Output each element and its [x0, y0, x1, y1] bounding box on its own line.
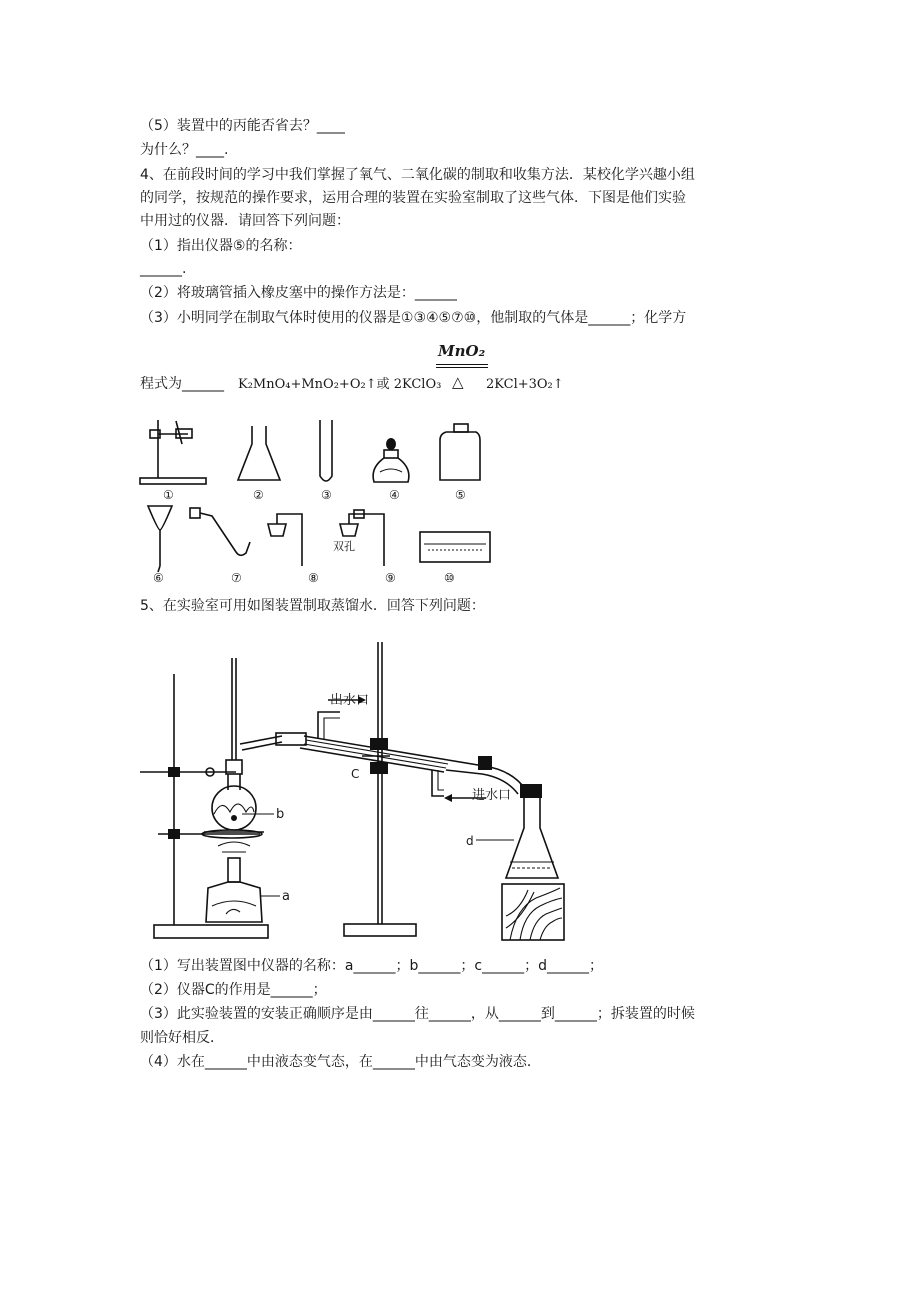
stopper-tube-icon [268, 514, 302, 566]
double-hole-label: 双孔 [333, 540, 355, 553]
label-6: ⑥ [153, 571, 164, 585]
label-4: ④ [389, 488, 400, 502]
label-10: ⑩ [444, 571, 455, 585]
equation-main: K₂MnO₄+MnO₂+O₂↑或 2KClO₃ [238, 377, 442, 392]
q5-part3-line1: （3）此实验装置的安装正确顺序是由______往______，从______到______；拆装置的时候 [140, 1006, 695, 1022]
inlet-label: 进水口 [472, 788, 512, 803]
letter-a: a [282, 889, 290, 904]
q4-part1: （1）指出仪器⑤的名称： [140, 238, 302, 254]
q3-why: 为什么？____. [140, 142, 229, 158]
label-1: ① [163, 488, 174, 502]
equation-prefix: 程式为______ [140, 376, 224, 392]
equation-products: 2KCl+3O₂↑ [486, 377, 564, 392]
label-9: ⑨ [385, 571, 396, 585]
alcohol-lamp-icon [373, 438, 409, 482]
water-trough-icon [420, 532, 490, 562]
label-2: ② [253, 488, 264, 502]
q4-intro-line3: 中用过的仪器．请回答下列问题： [140, 213, 350, 229]
label-3: ③ [321, 488, 332, 502]
delivery-tube-icon [190, 508, 250, 555]
test-tube-icon [320, 420, 332, 481]
label-5: ⑤ [455, 488, 466, 502]
letter-b: b [276, 807, 285, 822]
funnel-icon [148, 506, 172, 572]
equation-catalyst: MnO₂ [438, 342, 486, 360]
label-8: ⑧ [308, 571, 319, 585]
q5-part1: （1）写出装置图中仪器的名称：a______；b______；c______；d______； [140, 958, 603, 974]
q4-part2: （2）将玻璃管插入橡皮塞中的操作方法是：______ [140, 285, 457, 301]
label-7: ⑦ [231, 571, 242, 585]
q5-part2: （2）仪器C的作用是______； [140, 982, 327, 998]
q4-intro-line1: 4、在前段时间的学习中我们掌握了氧气、二氧化碳的制取和收集方法．某校化学兴趣小组 [140, 167, 695, 183]
q4-intro-line2: 的同学，按规范的操作要求，运用合理的装置在实验室制取了这些气体．下图是他们实验 [140, 190, 686, 206]
letter-d: d [466, 834, 474, 848]
letter-c: C [351, 767, 360, 781]
q5-intro: 5、在实验室可用如图装置制取蒸馏水．回答下列问题： [140, 598, 485, 614]
outlet-label: 出水口 [330, 693, 370, 708]
gas-bottle-icon [440, 424, 480, 480]
q5-part3-line2: 则恰好相反． [140, 1030, 224, 1046]
conical-flask-icon [238, 426, 280, 480]
q4-part1-blank: ______. [140, 261, 187, 277]
iron-stand-icon [140, 420, 206, 484]
q4-part3: （3）小明同学在制取气体时使用的仪器是①③④⑤⑦⑩，他制取的气体是______；化学方 [140, 310, 687, 326]
q3-part5: （5）装置中的丙能否省去？____ [140, 118, 345, 134]
heat-triangle-icon: △ [452, 373, 464, 391]
q5-part4: （4）水在______中由液态变气态，在______中由气态变为液态． [140, 1054, 541, 1070]
